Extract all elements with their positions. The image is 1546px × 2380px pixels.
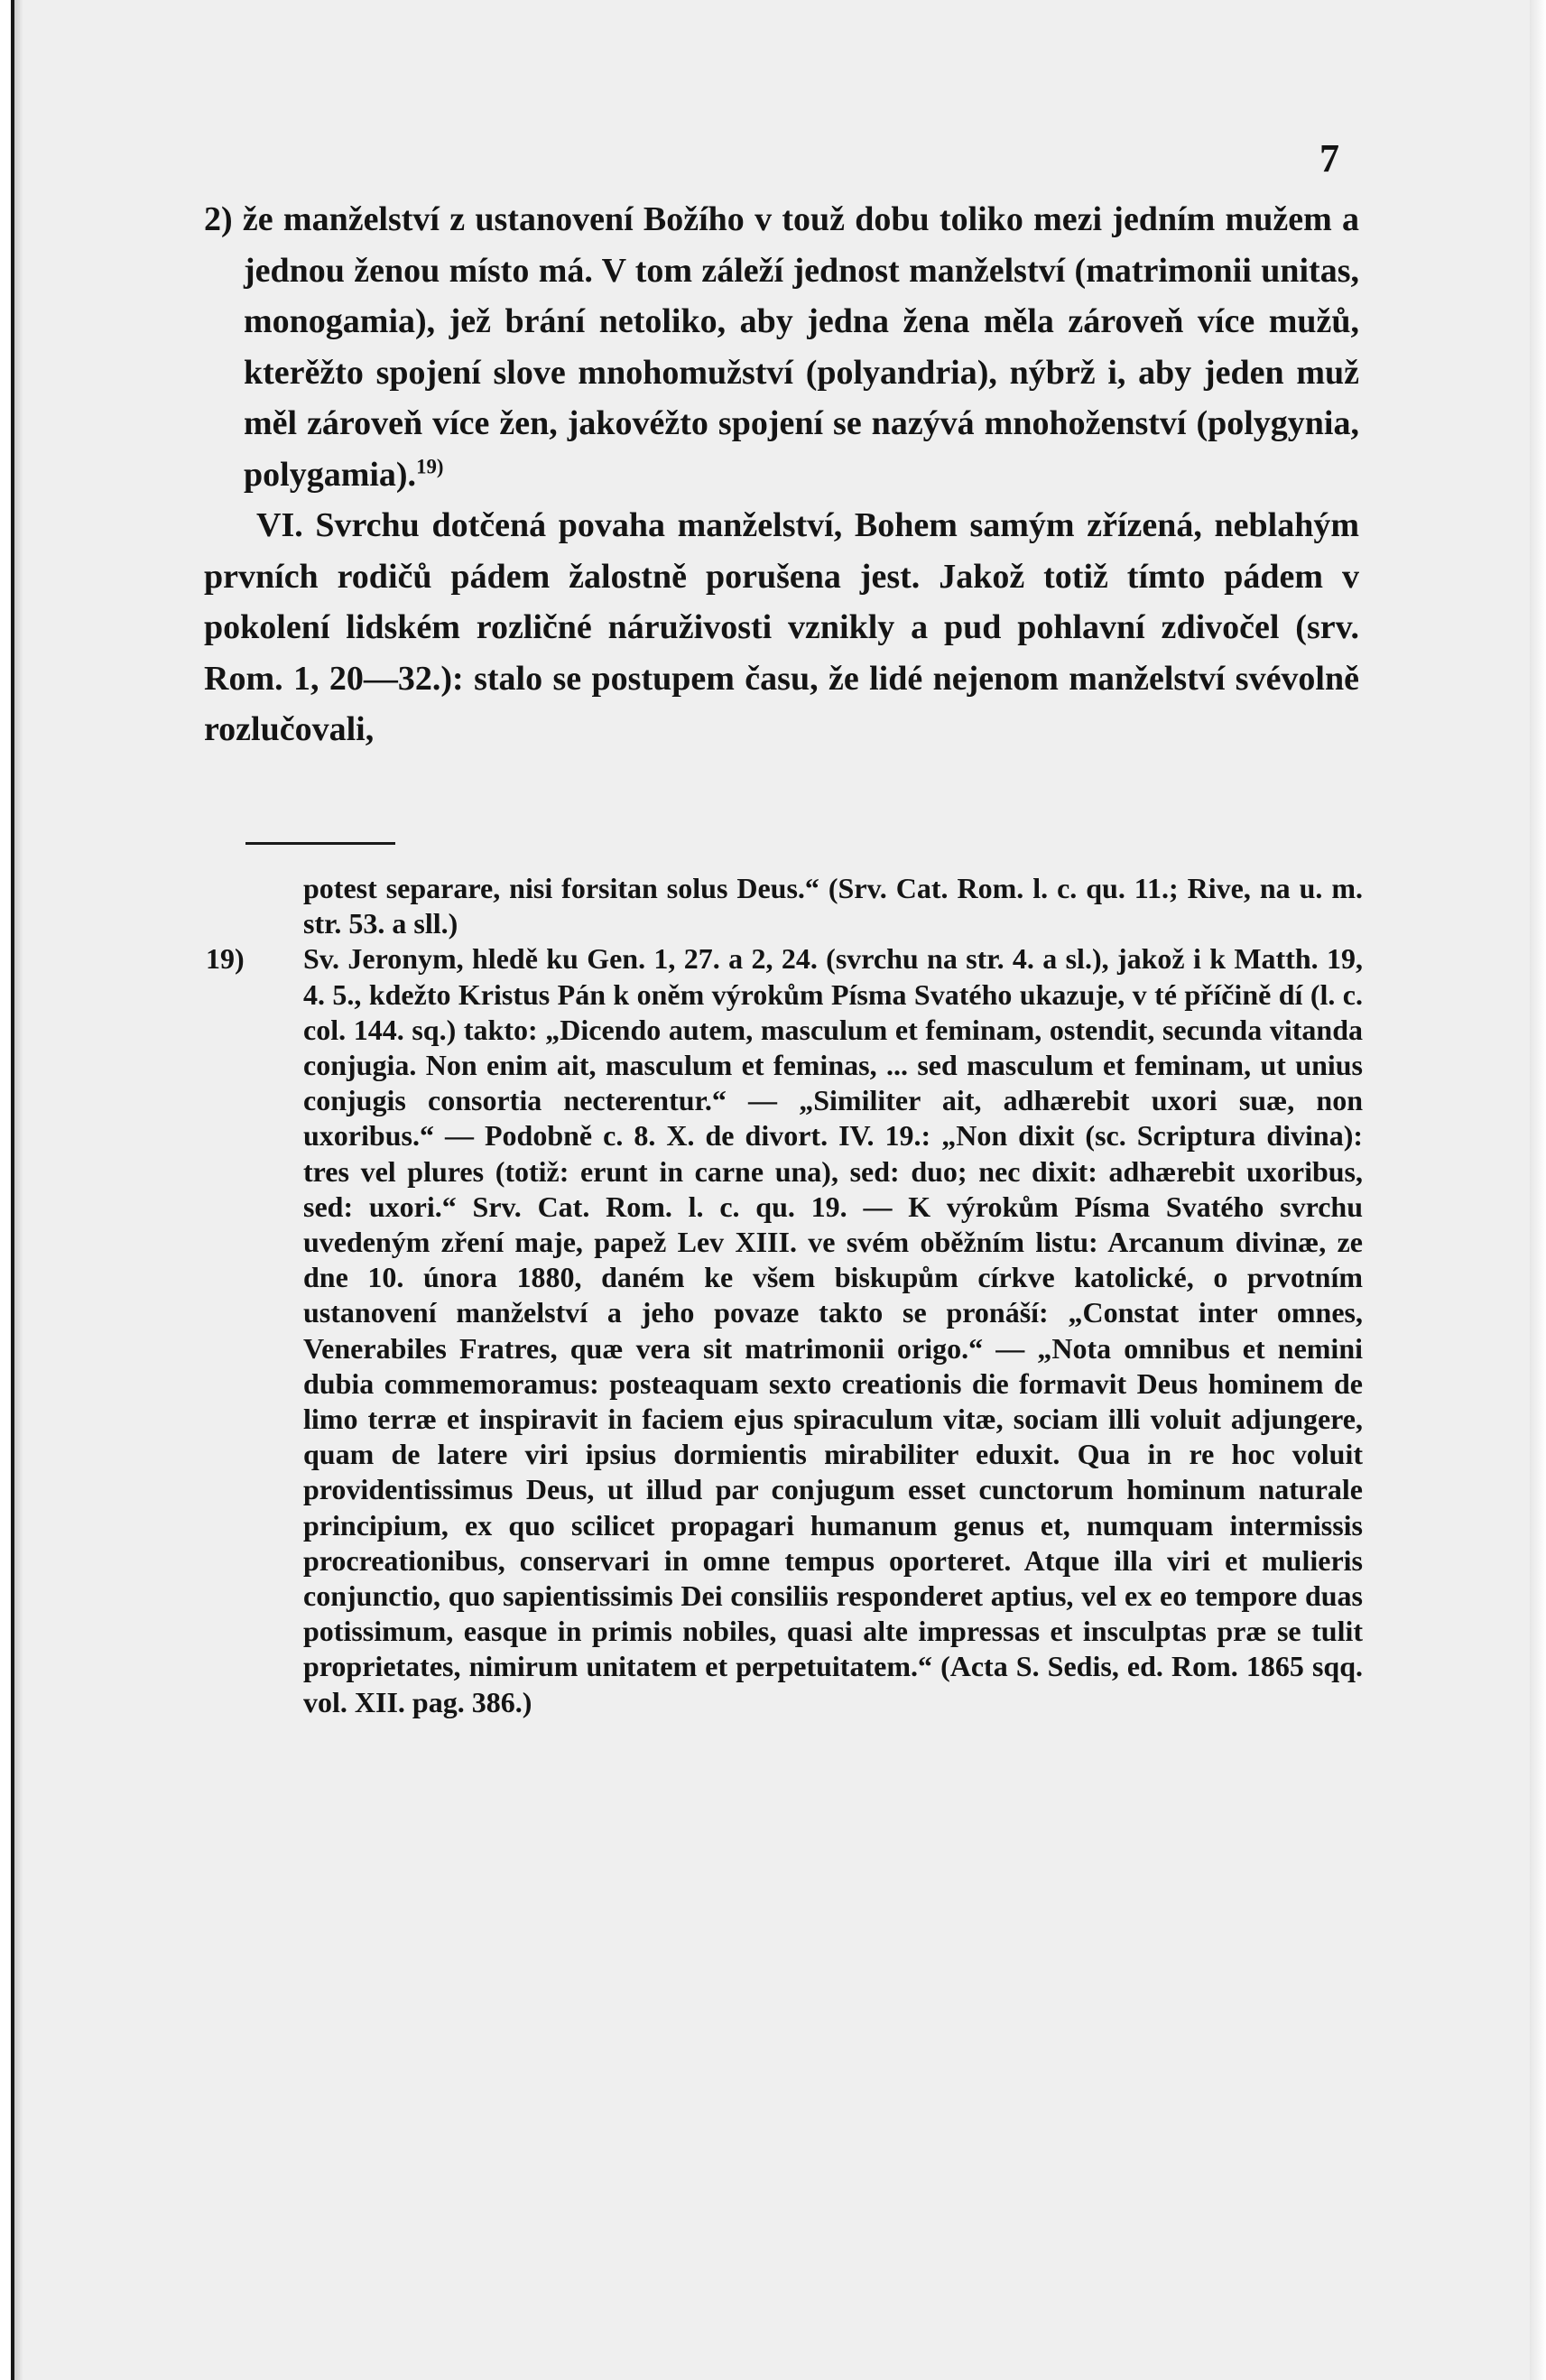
footnote-divider xyxy=(245,842,395,845)
footnote-continuation: potest separare, nisi forsitan solus Deus.“ (Srv. Cat. Rom. l. c. qu. 11.; Rive, na u. m. str. 53. a sll.) xyxy=(303,872,1363,940)
page-number: 7 xyxy=(1319,136,1339,181)
section-vi-paragraph: VI. Svrchu dotčená povaha manželství, Bohem samým zřízená, neblahým prvních rodičů pádem žalostně porušena jest. Jakož totiž tímto pádem v pokolení lidském rozličné náruživosti vznikly a pud pohlavní zdivočel (srv. Rom. 1, 20—32.): stalo se postupem času, že lidé nejenom manželství svévolně rozlučovali, xyxy=(204,506,1359,748)
item-2-paragraph xyxy=(204,194,1359,500)
page-binding-edge xyxy=(0,0,23,2380)
footnote-19-mark: 19) xyxy=(206,942,245,976)
footnotes xyxy=(206,871,1363,1720)
footnote-19-text: Sv. Jeronym, hledě ku Gen. 1, 27. a 2, 24. (svrchu na str. 4. a sl.), jakož i k Matth. 19, 4. 5., kdežto Kristus Pán k oněm výrokům Písma Svatého ukazuje, v té příčině dí (l. c. col. 144. sq.) takto: „Dicendo autem, masculum et feminam, ostendit, secunda vitanda conjugia. Non enim ait, masculum et feminas, ... sed masculum et feminam, ut unius conjugis consortia necterentur.“ — „Similiter ait, adhærebit uxori suæ, non uxoribus.“ — Podobně c. 8. X. de divort. IV. 19.: „Non dixit (sc. Scriptura divina): tres vel plures (totiž: erunt in carne una), sed: duo; nec dixit: adhærebit uxoribus, sed: uxori.“ Srv. Cat. Rom. l. c. qu. 19. — K výrokům Písma Svatého svrchu uvedeným zření maje, papež Lev XIII. ve svém oběžním listu: Arcanum divinæ, ze dne 10. února 1880, daném ke všem biskupům církve katolické, o prvotním ustanovení manželství a jeho povaze takto se pronáší: „Constat inter omnes, Venerabiles Fratres, quæ vera sit matrimonii origo.“ — „Nota omnibus et nemini dubia commemoramus: posteaquam sexto creationis die formavit Deus hominem de limo terræ et inspiravit in faciem ejus spiraculum vitæ, sociam illi voluit adjungere, quam de latere viri ipsius dormientis mirabiliter eduxit. Qua in re hoc voluit providentissimus Deus, ut illud par conjugum esset cunctorum hominum naturale principium, ex quo scilicet propagari humanum genus et, numquam intermissis procreationibus, conservari in omne tempus oporteret. Atque illa viri et mulieris conjunctio, quo sapientissimis Dei consiliis responderet aptius, vel ex eo tempore duas potissimum, easque in primis nobiles, quasi alte impressas et insculptas præ se tulit proprietates, nimirum unitatem et perpetuitatem.“ (Acta S. Sedis, ed. Rom. 1865 sqq. vol. XII. pag. 386.) xyxy=(303,942,1363,1718)
item-2-text: 2) že manželství z ustanovení Božího v touž dobu toliko mezi jedním mužem a jednou ženou místo má. V tom záleží jednost manželství (matrimonii unitas, monogamia), jež brání netoliko, aby jedna žena měla zároveň více mužů, kterěžto spojení slove mnohomužství (polyandria), nýbrž i, aby jeden muž měl zároveň více žen, jakovéžto spojení se nazývá mnohoženství (polygynia, polygamia). xyxy=(204,200,1359,494)
page-right-edge xyxy=(1530,0,1546,2380)
main-text xyxy=(204,194,1359,755)
footnote-ref-19: 19) xyxy=(416,454,444,477)
footnote-19 xyxy=(206,941,1363,1719)
